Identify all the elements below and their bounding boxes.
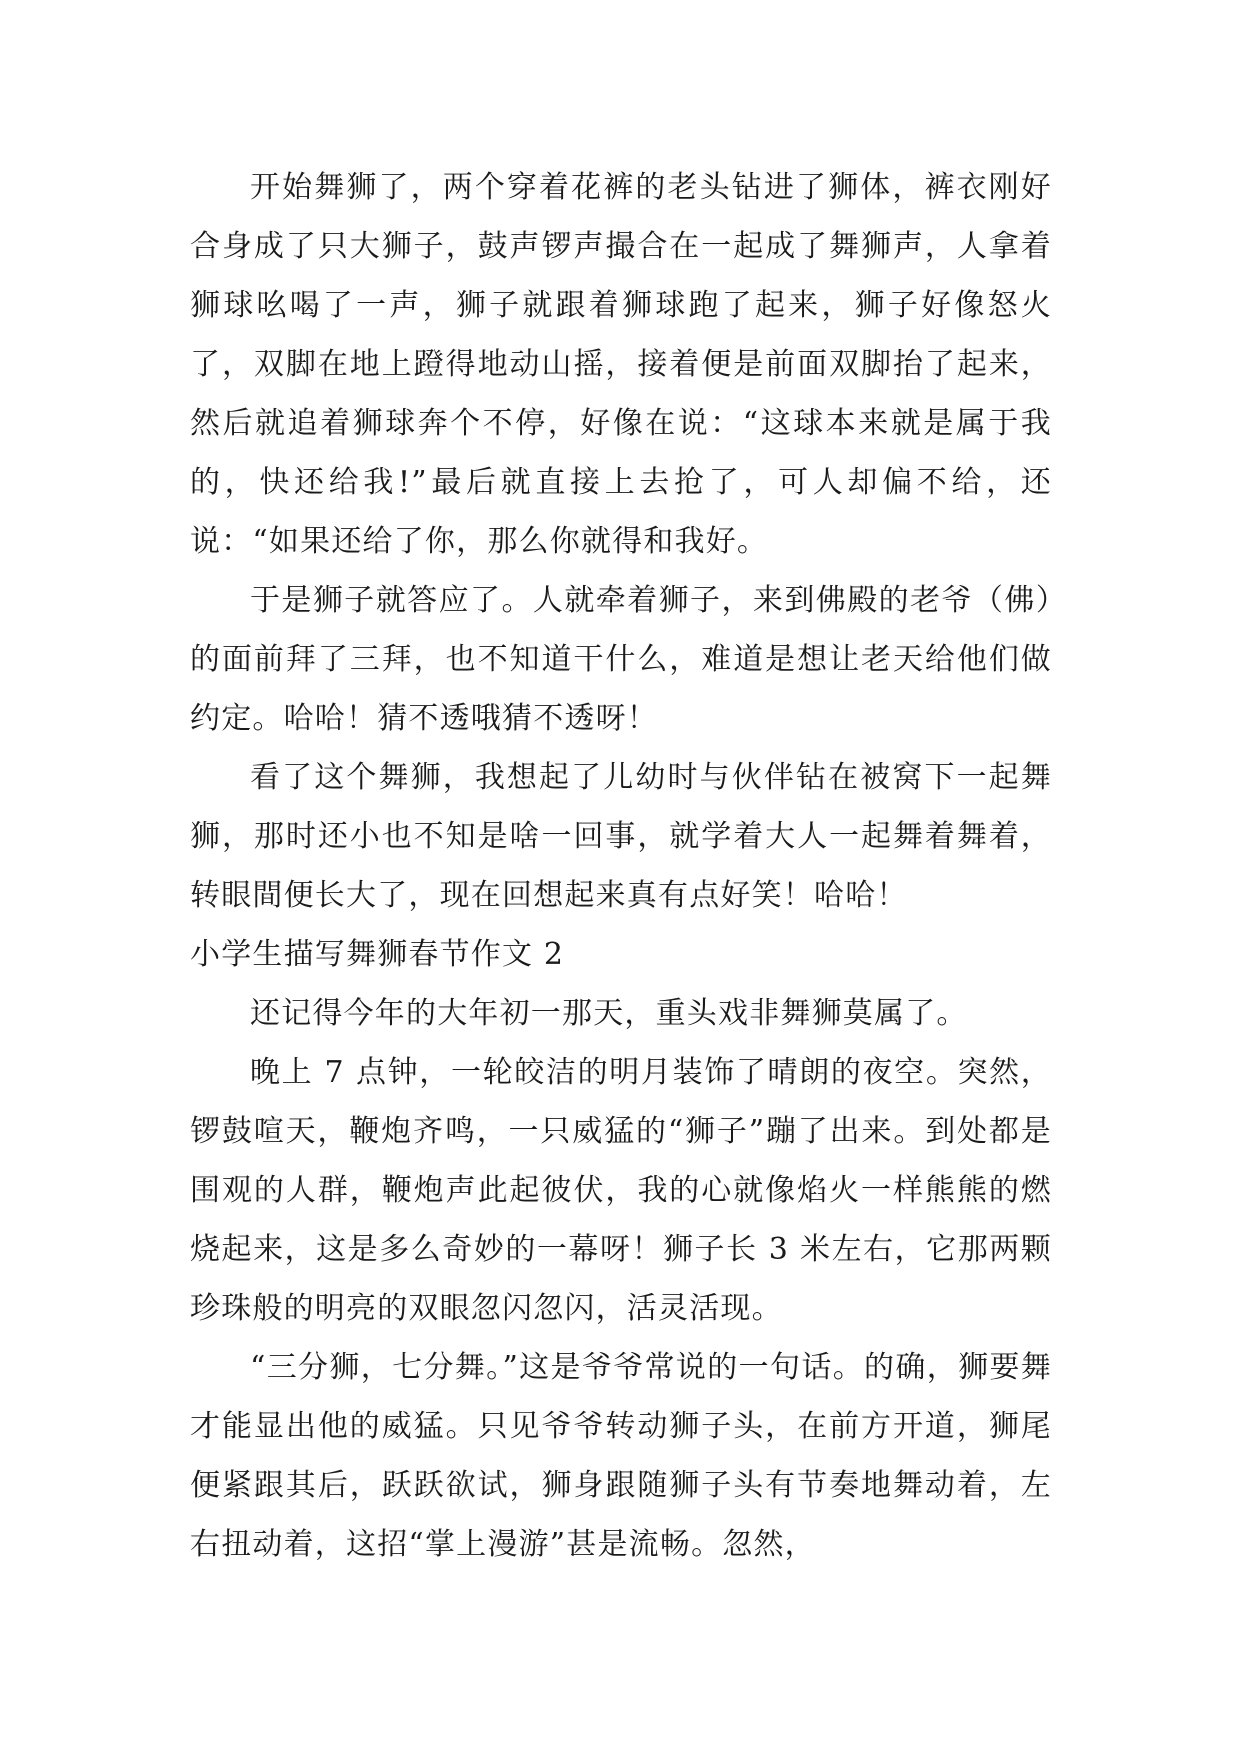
paragraph-lion-agrees: 于是狮子就答应了。人就牵着狮子，来到佛殿的老爷（佛）的面前拜了三拜，也不知道干什么，难道是想让老天给他们做约定。哈哈！猜不透哦猜不透呀！ bbox=[190, 583, 1052, 736]
paragraph-new-year-day: 还记得今年的大年初一那天，重头戏非舞狮莫属了。 bbox=[250, 996, 968, 1031]
paragraph-evening-scene: 晚上 7 点钟，一轮皎洁的明月装饰了晴朗的夜空。突然，锣鼓喧天，鞭炮齐鸣，一只威猛的“狮子”蹦了出来。到处都是围观的人群，鞭炮声此起彼伏，我的心就像焰火一样熊熊的燃烧起来，这是多么奇妙的一幕呀！狮子长 3 米左右，它那两颗珍珠般的明亮的双眼忽闪忽闪，活灵活现。 bbox=[190, 1055, 1052, 1326]
paragraph-childhood-memory: 看了这个舞狮，我想起了儿幼时与伙伴钻在被窝下一起舞狮，那时还小也不知是啥一回事，就学着大人一起舞着舞着，转眼間便长大了，现在回想起来真有点好笑！哈哈！ bbox=[190, 760, 1052, 913]
essay-heading: 小学生描写舞狮春节作文 2 bbox=[190, 937, 565, 972]
paragraph-lion-dance-start: 开始舞狮了，两个穿着花裤的老头钻进了狮体，裤衣刚好合身成了只大狮子，鼓声锣声撮合在一起成了舞狮声，人拿着狮球吆喝了一声，狮子就跟着狮球跑了起来，狮子好像怒火了，双脚在地上蹬得地动山摇，接着便是前面双脚抬了起来，然后就追着狮球奔个不停，好像在说：“这球本来就是属于我的，快还给我!”最后就直接上去抢了，可人却偏不给，还说：“如果还给了你，那么你就得和我好。 bbox=[190, 170, 1052, 559]
document-body bbox=[190, 158, 1052, 1574]
paragraph-dance-moves: “三分狮，七分舞。”这是爷爷常说的一句话。的确，狮要舞才能显出他的威猛。只见爷爷转动狮子头，在前方开道，狮尾便紧跟其后，跃跃欲试，狮身跟随狮子头有节奏地舞动着，左右扭动着，这招“掌上漫游”甚是流畅。忽然， bbox=[190, 1350, 1052, 1562]
